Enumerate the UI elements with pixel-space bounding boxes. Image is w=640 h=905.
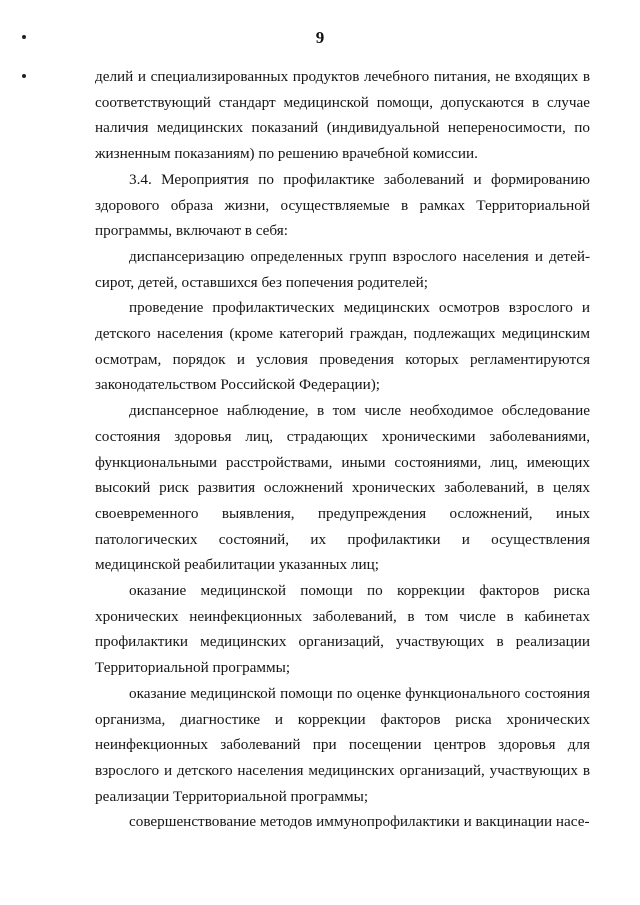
page-number: 9: [315, 28, 325, 47]
paragraph: 3.4. Мероприятия по профилактике заболеваний и формированию здорового образа жизни, осуществляемые в рамках Территориальной программы, включают в себя:: [95, 170, 590, 240]
document-body: [95, 64, 590, 835]
paragraph: делий и специализированных продуктов лечебного питания, не входящих в соответствующий стандарт медицинской помощи, допускаются в случае наличия медицинских показаний (индивидуальной непереносимости, по жизненным показаниям) по решению врачебной комиссии.: [95, 68, 590, 163]
paragraph: диспансеризацию определенных групп взрослого населения и детей-сирот, детей, оставшихся без попечения родителей;: [95, 247, 590, 291]
scan-dot: [22, 74, 26, 78]
paragraph: оказание медицинской помощи по оценке функционального состояния организма, диагностике и коррекции факторов риска хронических неинфекционных заболеваний при посещении центров здоровья для взрослого и детского населения медицинских организаций, участвующих в реализации Территориальной программы;: [95, 684, 590, 805]
paragraph: диспансерное наблюдение, в том числе необходимое обследование состояния здоровья лиц, страдающих хроническими заболеваниями, функциональными расстройствами, иными состояниями, лиц, имеющих высокий риск развития осложнений хронических заболеваний, в целях своевременного выявления, предупреждения осложнений, иных патологических состояний, их профилактики и осуществления медицинской реабилитации указанных лиц;: [95, 402, 590, 574]
paragraph: проведение профилактических медицинских осмотров взрослого и детского населения (кроме категорий граждан, подлежащих медицинским осмотрам, порядок и условия проведения которых регламентируются законодательством Российской Федерации);: [95, 299, 590, 394]
paragraph: совершенствование методов иммунопрофилактики и вакцинации насе-: [129, 813, 590, 831]
paragraph: оказание медицинской помощи по коррекции факторов риска хронических неинфекционных заболеваний, в том числе в кабинетах профилактики медицинских организаций, участвующих в реализации Территориальной программы;: [95, 582, 590, 677]
